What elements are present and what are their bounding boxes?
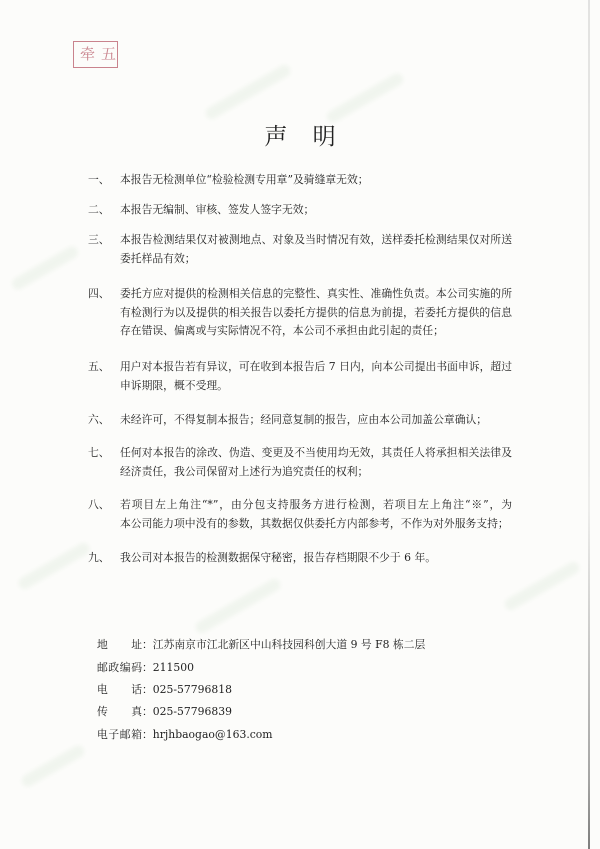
contact-value: 211500 (152, 661, 195, 674)
declaration-number: 一、 (88, 173, 110, 186)
declaration-text (120, 201, 512, 220)
declaration-line: 未经许可，不得复制本报告；经同意复制的报告，应由本公司加盖公章确认； (120, 413, 488, 426)
page-stamp: 牵五 (73, 41, 118, 68)
contact-postcode (97, 659, 194, 677)
contact-value: hrjhbaogao@163.com (152, 728, 273, 741)
watermark-mark (325, 71, 405, 124)
page-title: 声 明 (264, 124, 345, 150)
declaration-number: 九、 (88, 551, 110, 564)
watermark-mark (16, 541, 91, 591)
watermark-mark (193, 577, 282, 635)
declaration-text (120, 444, 512, 481)
contact-address (97, 636, 425, 654)
contact-separator: ： (142, 638, 153, 651)
declaration-number: 六、 (88, 413, 110, 426)
declaration-line: 用户对本报告若有异议，可在收到本报告后 7 日内，向本公司提出书面申诉，超过 (120, 360, 512, 373)
declaration-number: 七、 (88, 446, 110, 459)
declaration-line: 本报告无编制、审核、签发人签字无效； (120, 203, 315, 216)
declaration-line: 本公司能力项中没有的参数，其数据仅供委托方内部参考，不作为对外服务支持； (120, 516, 509, 530)
contact-email (97, 726, 273, 744)
contact-label: 邮政编码 (97, 661, 142, 674)
contact-separator: ： (142, 705, 153, 718)
declaration-text (120, 411, 512, 430)
contact-label: 电 话 (97, 683, 142, 696)
contact-label: 电子邮箱 (97, 728, 142, 741)
contact-value: 江苏南京市江北新区中山科技园科创大道 9 号 F8 栋二层 (152, 638, 426, 651)
watermark-mark (10, 244, 80, 291)
declaration-text (120, 231, 512, 268)
declaration-line: 若项目左上角注“*”，由分包支持服务方进行检测，若项目左上角注“※”，为 (120, 498, 512, 511)
declaration-line: 我公司对本报告的检测数据保守秘密，报告存档期限不少于 6 年。 (120, 551, 437, 564)
declaration-number: 二、 (88, 203, 110, 216)
declaration-number: 三、 (88, 233, 110, 246)
contact-label: 传 真 (97, 705, 142, 718)
declaration-text (120, 171, 512, 190)
declaration-line: 委托样品有效； (120, 251, 196, 265)
watermark-mark (20, 743, 87, 788)
contact-value: 025-57796818 (152, 683, 233, 696)
declaration-line: 本报告检测结果仅对被测地点、对象及当时情况有效，送样委托检测结果仅对所送 (120, 233, 512, 246)
contact-label: 地 址 (97, 638, 142, 651)
declaration-line: 经济责任，我公司保留对上述行为追究责任的权利； (120, 464, 369, 478)
watermark-mark (503, 560, 582, 612)
declaration-text (120, 549, 512, 568)
declaration-text (120, 285, 512, 341)
contact-separator: ： (142, 728, 153, 741)
declaration-line: 本报告无检测单位“检验检测专用章”及骑缝章无效； (120, 173, 369, 186)
declaration-line: 有检测行为以及提供的相关报告以委托方提供的信息为前提，若委托方提供的信息 (120, 305, 512, 319)
declaration-number: 五、 (88, 360, 110, 373)
declaration-text (120, 358, 512, 395)
contact-fax (97, 703, 232, 721)
declaration-number: 八、 (88, 498, 110, 511)
declaration-line: 任何对本报告的涂改、伪造、变更及不当使用均无效，其责任人将承担相关法律及 (120, 446, 512, 459)
declaration-text (120, 496, 512, 533)
declaration-line: 申诉期限，概不受理。 (120, 378, 228, 392)
declaration-line: 委托方应对提供的检测相关信息的完整性、真实性、准确性负责。本公司实施的所 (120, 287, 512, 300)
contact-phone (97, 681, 232, 699)
contact-value: 025-57796839 (152, 705, 233, 718)
declaration-line: 存在错误、偏离或与实际情况不符，本公司不承担由此引起的责任； (120, 324, 444, 337)
contact-separator: ： (142, 683, 153, 696)
declaration-number: 四、 (88, 287, 110, 300)
contact-separator: ： (142, 661, 153, 674)
watermark-mark (203, 63, 292, 121)
